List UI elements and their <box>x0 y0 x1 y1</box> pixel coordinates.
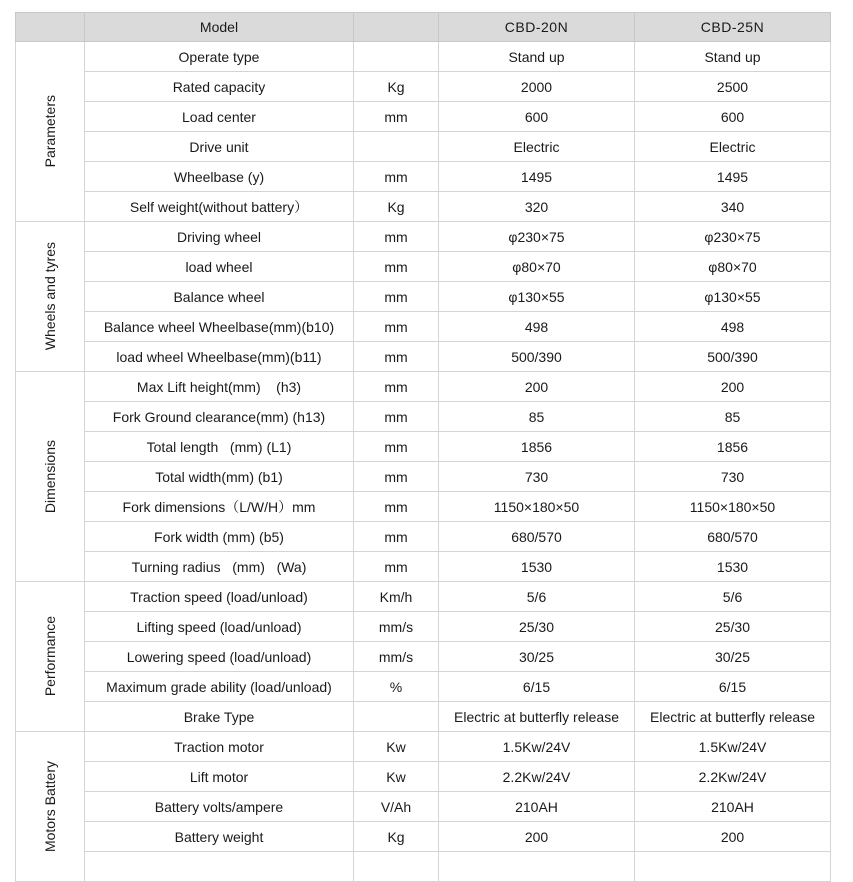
parameter-cell: Lifting speed (load/unload) <box>85 612 354 642</box>
parameter-cell: Total width(mm) (b1) <box>85 462 354 492</box>
unit-cell: Kg <box>354 192 439 222</box>
unit-cell: Kw <box>354 732 439 762</box>
parameter-cell: Battery weight <box>85 822 354 852</box>
unit-cell: Kw <box>354 762 439 792</box>
cbd-25n-value-cell: 340 <box>635 192 831 222</box>
cbd-25n-value-cell: 85 <box>635 402 831 432</box>
cbd-25n-value-cell: Stand up <box>635 42 831 72</box>
parameter-cell: Total length (mm) (L1) <box>85 432 354 462</box>
cbd-20n-value-cell: 2000 <box>439 72 635 102</box>
table-row <box>16 582 831 612</box>
unit-cell: mm <box>354 162 439 192</box>
cbd-25n-value-cell: Electric at butterfly release <box>635 702 831 732</box>
cbd-25n-value-cell: φ230×75 <box>635 222 831 252</box>
unit-cell <box>354 702 439 732</box>
parameter-cell: Fork Ground clearance(mm) (h13) <box>85 402 354 432</box>
cbd-20n-value-cell: 1530 <box>439 552 635 582</box>
section-header-cell <box>16 13 85 42</box>
parameter-cell: Turning radius (mm) (Wa) <box>85 552 354 582</box>
parameter-cell: Maximum grade ability (load/unload) <box>85 672 354 702</box>
table-row <box>16 222 831 252</box>
unit-cell: mm <box>354 252 439 282</box>
parameter-cell: Traction speed (load/unload) <box>85 582 354 612</box>
table-row <box>16 492 831 522</box>
cbd-25n-value-cell: 498 <box>635 312 831 342</box>
section-cell <box>16 732 85 882</box>
cbd-20n-value-cell: 1.5Kw/24V <box>439 732 635 762</box>
cbd-25n-value-cell: 1150×180×50 <box>635 492 831 522</box>
parameter-cell: Battery volts/ampere <box>85 792 354 822</box>
unit-cell: mm <box>354 282 439 312</box>
cbd-20n-value-cell: 200 <box>439 822 635 852</box>
table-row <box>16 552 831 582</box>
table-row <box>16 462 831 492</box>
cbd-20n-value-cell: 210AH <box>439 792 635 822</box>
parameter-cell: Operate type <box>85 42 354 72</box>
parameter-cell: load wheel Wheelbase(mm)(b11) <box>85 342 354 372</box>
parameter-cell: Balance wheel <box>85 282 354 312</box>
table-row <box>16 102 831 132</box>
parameter-cell <box>85 852 354 882</box>
parameter-cell: Driving wheel <box>85 222 354 252</box>
table-row <box>16 822 831 852</box>
cbd-25n-value-cell: 5/6 <box>635 582 831 612</box>
cbd-20n-value-cell: 25/30 <box>439 612 635 642</box>
cbd-25n-value-cell: φ80×70 <box>635 252 831 282</box>
cbd-20n-value-cell: 85 <box>439 402 635 432</box>
section-cell <box>16 372 85 582</box>
cbd-25n-value-cell: 1530 <box>635 552 831 582</box>
cbd-20n-value-cell: 600 <box>439 102 635 132</box>
parameter-cell: Load center <box>85 102 354 132</box>
cbd-25n-value-cell: 1495 <box>635 162 831 192</box>
section-cell <box>16 582 85 732</box>
cbd-25n-value-cell: 2500 <box>635 72 831 102</box>
unit-cell: mm <box>354 102 439 132</box>
cbd-25n-value-cell: 730 <box>635 462 831 492</box>
cbd-20n-value-cell: 5/6 <box>439 582 635 612</box>
model-cbd-20n-header: CBD-20N <box>439 13 635 42</box>
unit-cell <box>354 852 439 882</box>
cbd-20n-value-cell: φ80×70 <box>439 252 635 282</box>
unit-cell: V/Ah <box>354 792 439 822</box>
cbd-20n-value-cell: 500/390 <box>439 342 635 372</box>
cbd-20n-value-cell: 498 <box>439 312 635 342</box>
cbd-25n-value-cell: Electric <box>635 132 831 162</box>
section-label: Wheels and tyres <box>42 242 58 351</box>
cbd-25n-value-cell: 600 <box>635 102 831 132</box>
cbd-20n-value-cell: 320 <box>439 192 635 222</box>
unit-cell: mm <box>354 312 439 342</box>
cbd-25n-value-cell: φ130×55 <box>635 282 831 312</box>
cbd-25n-value-cell: 1856 <box>635 432 831 462</box>
table-row <box>16 42 831 72</box>
table-row <box>16 372 831 402</box>
table-row <box>16 252 831 282</box>
cbd-25n-value-cell: 25/30 <box>635 612 831 642</box>
cbd-25n-value-cell: 200 <box>635 372 831 402</box>
section-label: Parameters <box>42 95 58 168</box>
table-row <box>16 732 831 762</box>
spec-table <box>15 12 831 882</box>
unit-cell: mm <box>354 342 439 372</box>
unit-cell: mm <box>354 372 439 402</box>
section-cell <box>16 42 85 222</box>
cbd-25n-value-cell: 6/15 <box>635 672 831 702</box>
cbd-25n-value-cell: 680/570 <box>635 522 831 552</box>
cbd-20n-value-cell: 680/570 <box>439 522 635 552</box>
section-label: Motors Battery <box>42 760 58 853</box>
parameter-cell: Lowering speed (load/unload) <box>85 642 354 672</box>
unit-cell: mm/s <box>354 642 439 672</box>
unit-cell: Km/h <box>354 582 439 612</box>
table-row <box>16 132 831 162</box>
cbd-25n-value-cell: 1.5Kw/24V <box>635 732 831 762</box>
cbd-20n-value-cell: 2.2Kw/24V <box>439 762 635 792</box>
spec-table-body <box>16 42 831 882</box>
table-row <box>16 612 831 642</box>
cbd-25n-value-cell: 2.2Kw/24V <box>635 762 831 792</box>
parameter-cell: Max Lift height(mm) (h3) <box>85 372 354 402</box>
table-row <box>16 522 831 552</box>
cbd-25n-value-cell: 30/25 <box>635 642 831 672</box>
cbd-20n-value-cell: φ230×75 <box>439 222 635 252</box>
unit-cell: mm <box>354 462 439 492</box>
unit-cell: Kg <box>354 822 439 852</box>
unit-cell: mm <box>354 492 439 522</box>
table-row <box>16 702 831 732</box>
unit-cell: mm/s <box>354 612 439 642</box>
cbd-25n-value-cell <box>635 852 831 882</box>
parameter-cell: Brake Type <box>85 702 354 732</box>
cbd-20n-value-cell: Electric <box>439 132 635 162</box>
model-cbd-25n-header: CBD-25N <box>635 13 831 42</box>
section-label: Dimensions <box>42 439 58 514</box>
cbd-20n-value-cell: 1856 <box>439 432 635 462</box>
parameter-cell: Fork width (mm) (b5) <box>85 522 354 552</box>
parameter-cell: Drive unit <box>85 132 354 162</box>
unit-cell: % <box>354 672 439 702</box>
unit-cell: mm <box>354 222 439 252</box>
table-row <box>16 72 831 102</box>
unit-cell <box>354 132 439 162</box>
table-row <box>16 762 831 792</box>
parameter-cell: Self weight(without battery） <box>85 192 354 222</box>
cbd-20n-value-cell: 200 <box>439 372 635 402</box>
unit-cell: mm <box>354 522 439 552</box>
table-row <box>16 342 831 372</box>
table-row <box>16 792 831 822</box>
section-label: Performance <box>42 616 58 697</box>
parameter-cell: load wheel <box>85 252 354 282</box>
table-row <box>16 852 831 882</box>
unit-cell: mm <box>354 432 439 462</box>
table-row <box>16 672 831 702</box>
header-row <box>16 13 831 42</box>
cbd-25n-value-cell: 500/390 <box>635 342 831 372</box>
cbd-20n-value-cell: 1150×180×50 <box>439 492 635 522</box>
table-row <box>16 282 831 312</box>
cbd-25n-value-cell: 200 <box>635 822 831 852</box>
parameter-cell: Lift motor <box>85 762 354 792</box>
parameter-cell: Traction motor <box>85 732 354 762</box>
cbd-25n-value-cell: 210AH <box>635 792 831 822</box>
table-row <box>16 162 831 192</box>
cbd-20n-value-cell: φ130×55 <box>439 282 635 312</box>
cbd-20n-value-cell: Stand up <box>439 42 635 72</box>
cbd-20n-value-cell: 730 <box>439 462 635 492</box>
cbd-20n-value-cell <box>439 852 635 882</box>
table-row <box>16 402 831 432</box>
table-row <box>16 312 831 342</box>
table-row <box>16 192 831 222</box>
unit-cell: Kg <box>354 72 439 102</box>
cbd-20n-value-cell: 30/25 <box>439 642 635 672</box>
unit-cell <box>354 42 439 72</box>
parameter-cell: Rated capacity <box>85 72 354 102</box>
table-row <box>16 432 831 462</box>
parameter-cell: Balance wheel Wheelbase(mm)(b10) <box>85 312 354 342</box>
section-cell <box>16 222 85 372</box>
parameter-cell: Fork dimensions（L/W/H）mm <box>85 492 354 522</box>
spec-table-header <box>16 13 831 42</box>
model-header: Model <box>85 13 354 42</box>
cbd-20n-value-cell: 1495 <box>439 162 635 192</box>
cbd-20n-value-cell: 6/15 <box>439 672 635 702</box>
parameter-cell: Wheelbase (y) <box>85 162 354 192</box>
cbd-20n-value-cell: Electric at butterfly release <box>439 702 635 732</box>
unit-cell: mm <box>354 402 439 432</box>
unit-header <box>354 13 439 42</box>
table-row <box>16 642 831 672</box>
unit-cell: mm <box>354 552 439 582</box>
